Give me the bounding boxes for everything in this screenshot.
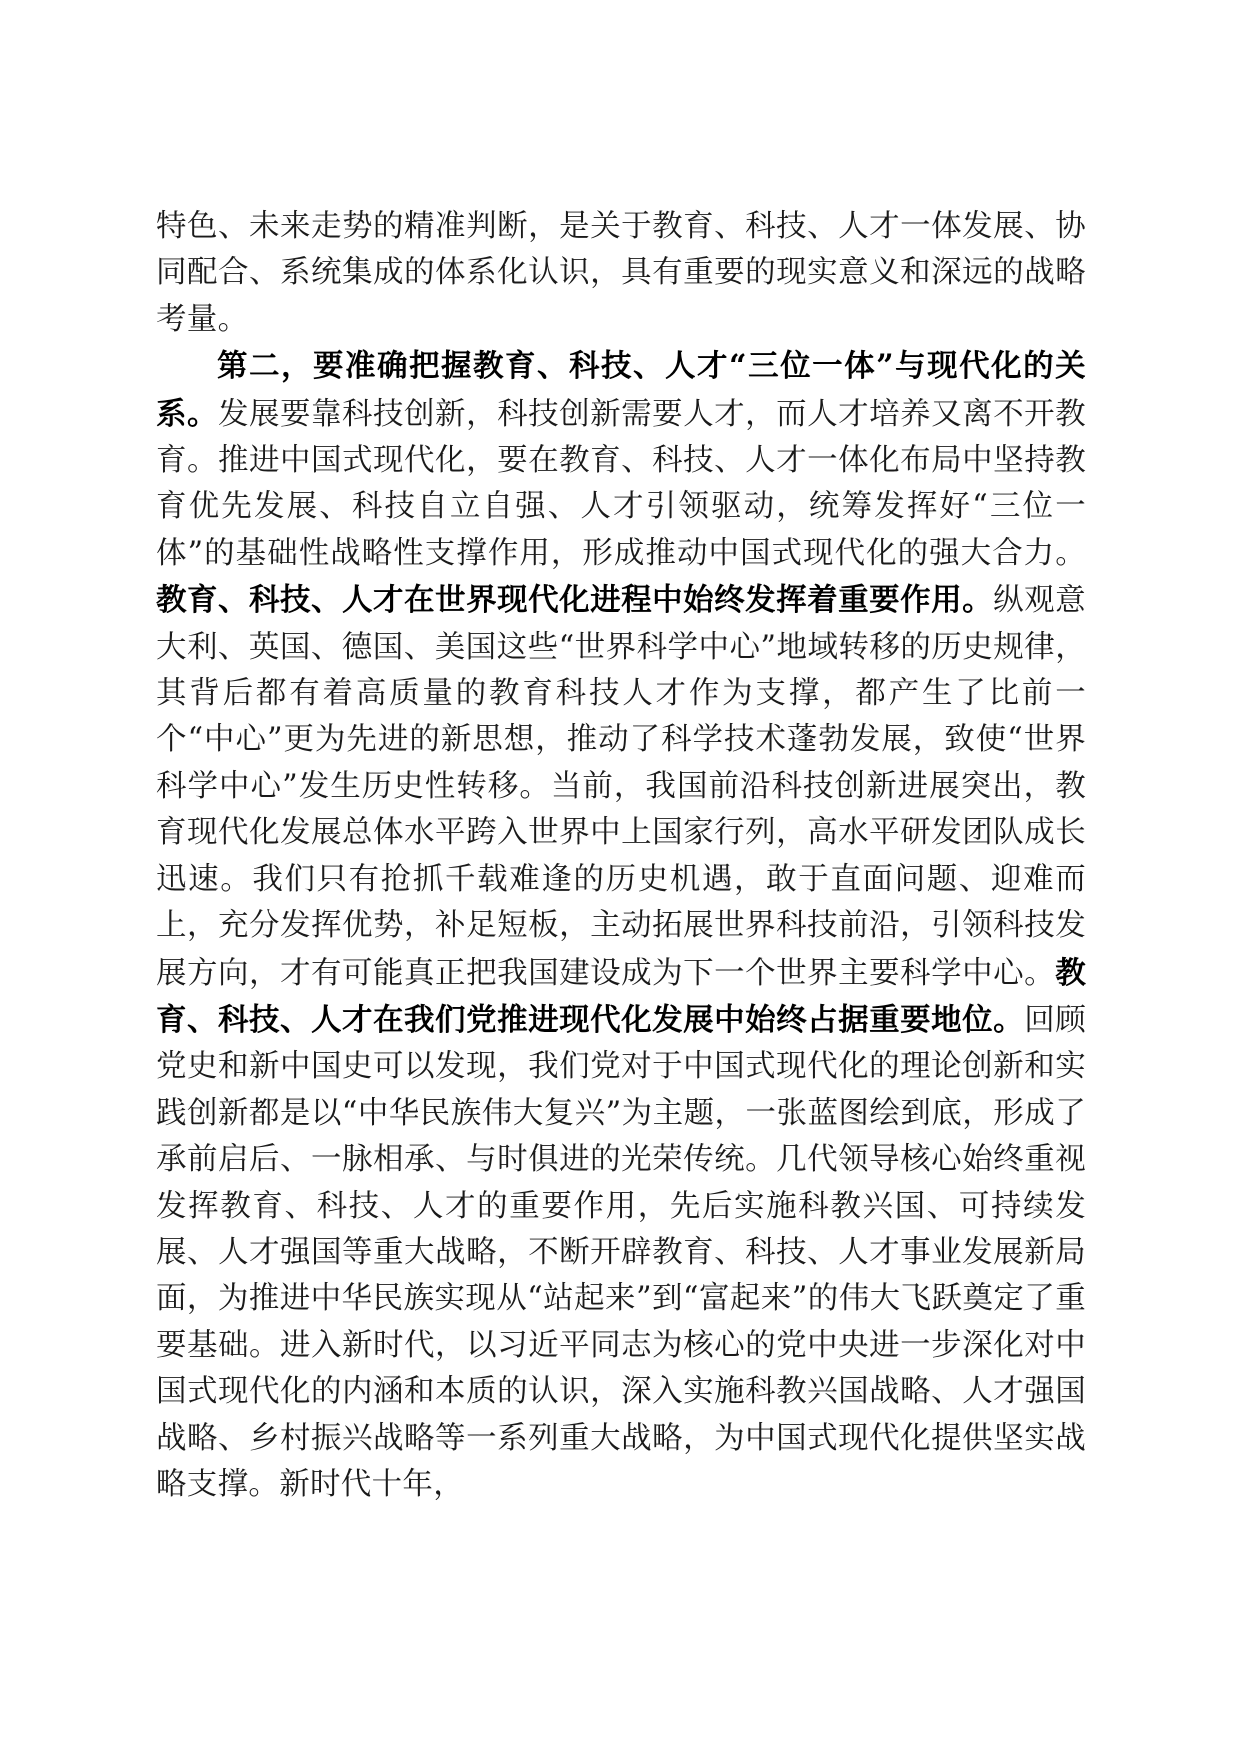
paragraph-1: [156, 204, 1086, 343]
paragraph-2-text-a: 发展要靠科技创新，科技创新需要人才，而人才培养又离不开教育。推进中国式现代化，要在教育、科技、人才一体化布局中坚持教育优先发展、科技自立自强、人才引领驱动，统筹发挥好“三位一体”的基础性战略性支撑作用，形成推动中国式现代化的强大合力。: [156, 396, 1086, 571]
key-point-world-modernization: 教育、科技、人才在世界现代化进程中始终发挥着重要作用。: [156, 582, 994, 619]
key-point-party-modernization: 教育、科技、人才在我们党推进现代化发展中始终占据重要地位。: [156, 954, 1086, 1038]
paragraph-1-text: 特色、未来走势的精准判断，是关于教育、科技、人才一体发展、协同配合、系统集成的体系化认识，具有重要的现实意义和深远的战略考量。: [156, 209, 1086, 337]
paragraph-2-text-c: 回顾党史和新中国史可以发现，我们党对于中国式现代化的理论创新和实践创新都是以“中华民族伟大复兴”为主题，一张蓝图绘到底，形成了承前启后、一脉相承、与时俱进的光荣传统。几代领导核心始终重视发挥教育、科技、人才的重要作用，先后实施科教兴国、可持续发展、人才强国等重大战略，不断开辟教育、科技、人才事业发展新局面，为推进中华民族实现从“站起来”到“富起来”的伟大飞跃奠定了重要基础。进入新时代，以习近平同志为核心的党中央进一步深化对中国式现代化的内涵和本质的认识，深入实施科教兴国战略、人才强国战略、乡村振兴战略等一系列重大战略，为中国式现代化提供坚实战略支撑。新时代十年，: [156, 1002, 1086, 1502]
paragraph-2-text-b: 纵观意大利、英国、德国、美国这些“世界科学中心”地域转移的历史规律，其背后都有着高质量的教育科技人才作为支撑，都产生了比前一个“中心”更为先进的新思想，推动了科学技术蓬勃发展，致使“世界科学中心”发生历史性转移。当前，我国前沿科技创新进展突出，教育现代化发展总体水平跨入世界中上国家行列，高水平研发团队成长迅速。我们只有抢抓千载难逢的历史机遇，敢于直面问题、迎难而上，充分发挥优势，补足短板，主动拓展世界科技前沿，引领科技发展方向，才有可能真正把我国建设成为下一个世界主要科学中心。: [156, 583, 1086, 991]
body-text: [156, 204, 1086, 1508]
paragraph-2: [156, 343, 1086, 1508]
section-heading-second: 第二，要准确把握教育、科技、人才“三位一体”与现代化的关系。: [156, 348, 1086, 432]
